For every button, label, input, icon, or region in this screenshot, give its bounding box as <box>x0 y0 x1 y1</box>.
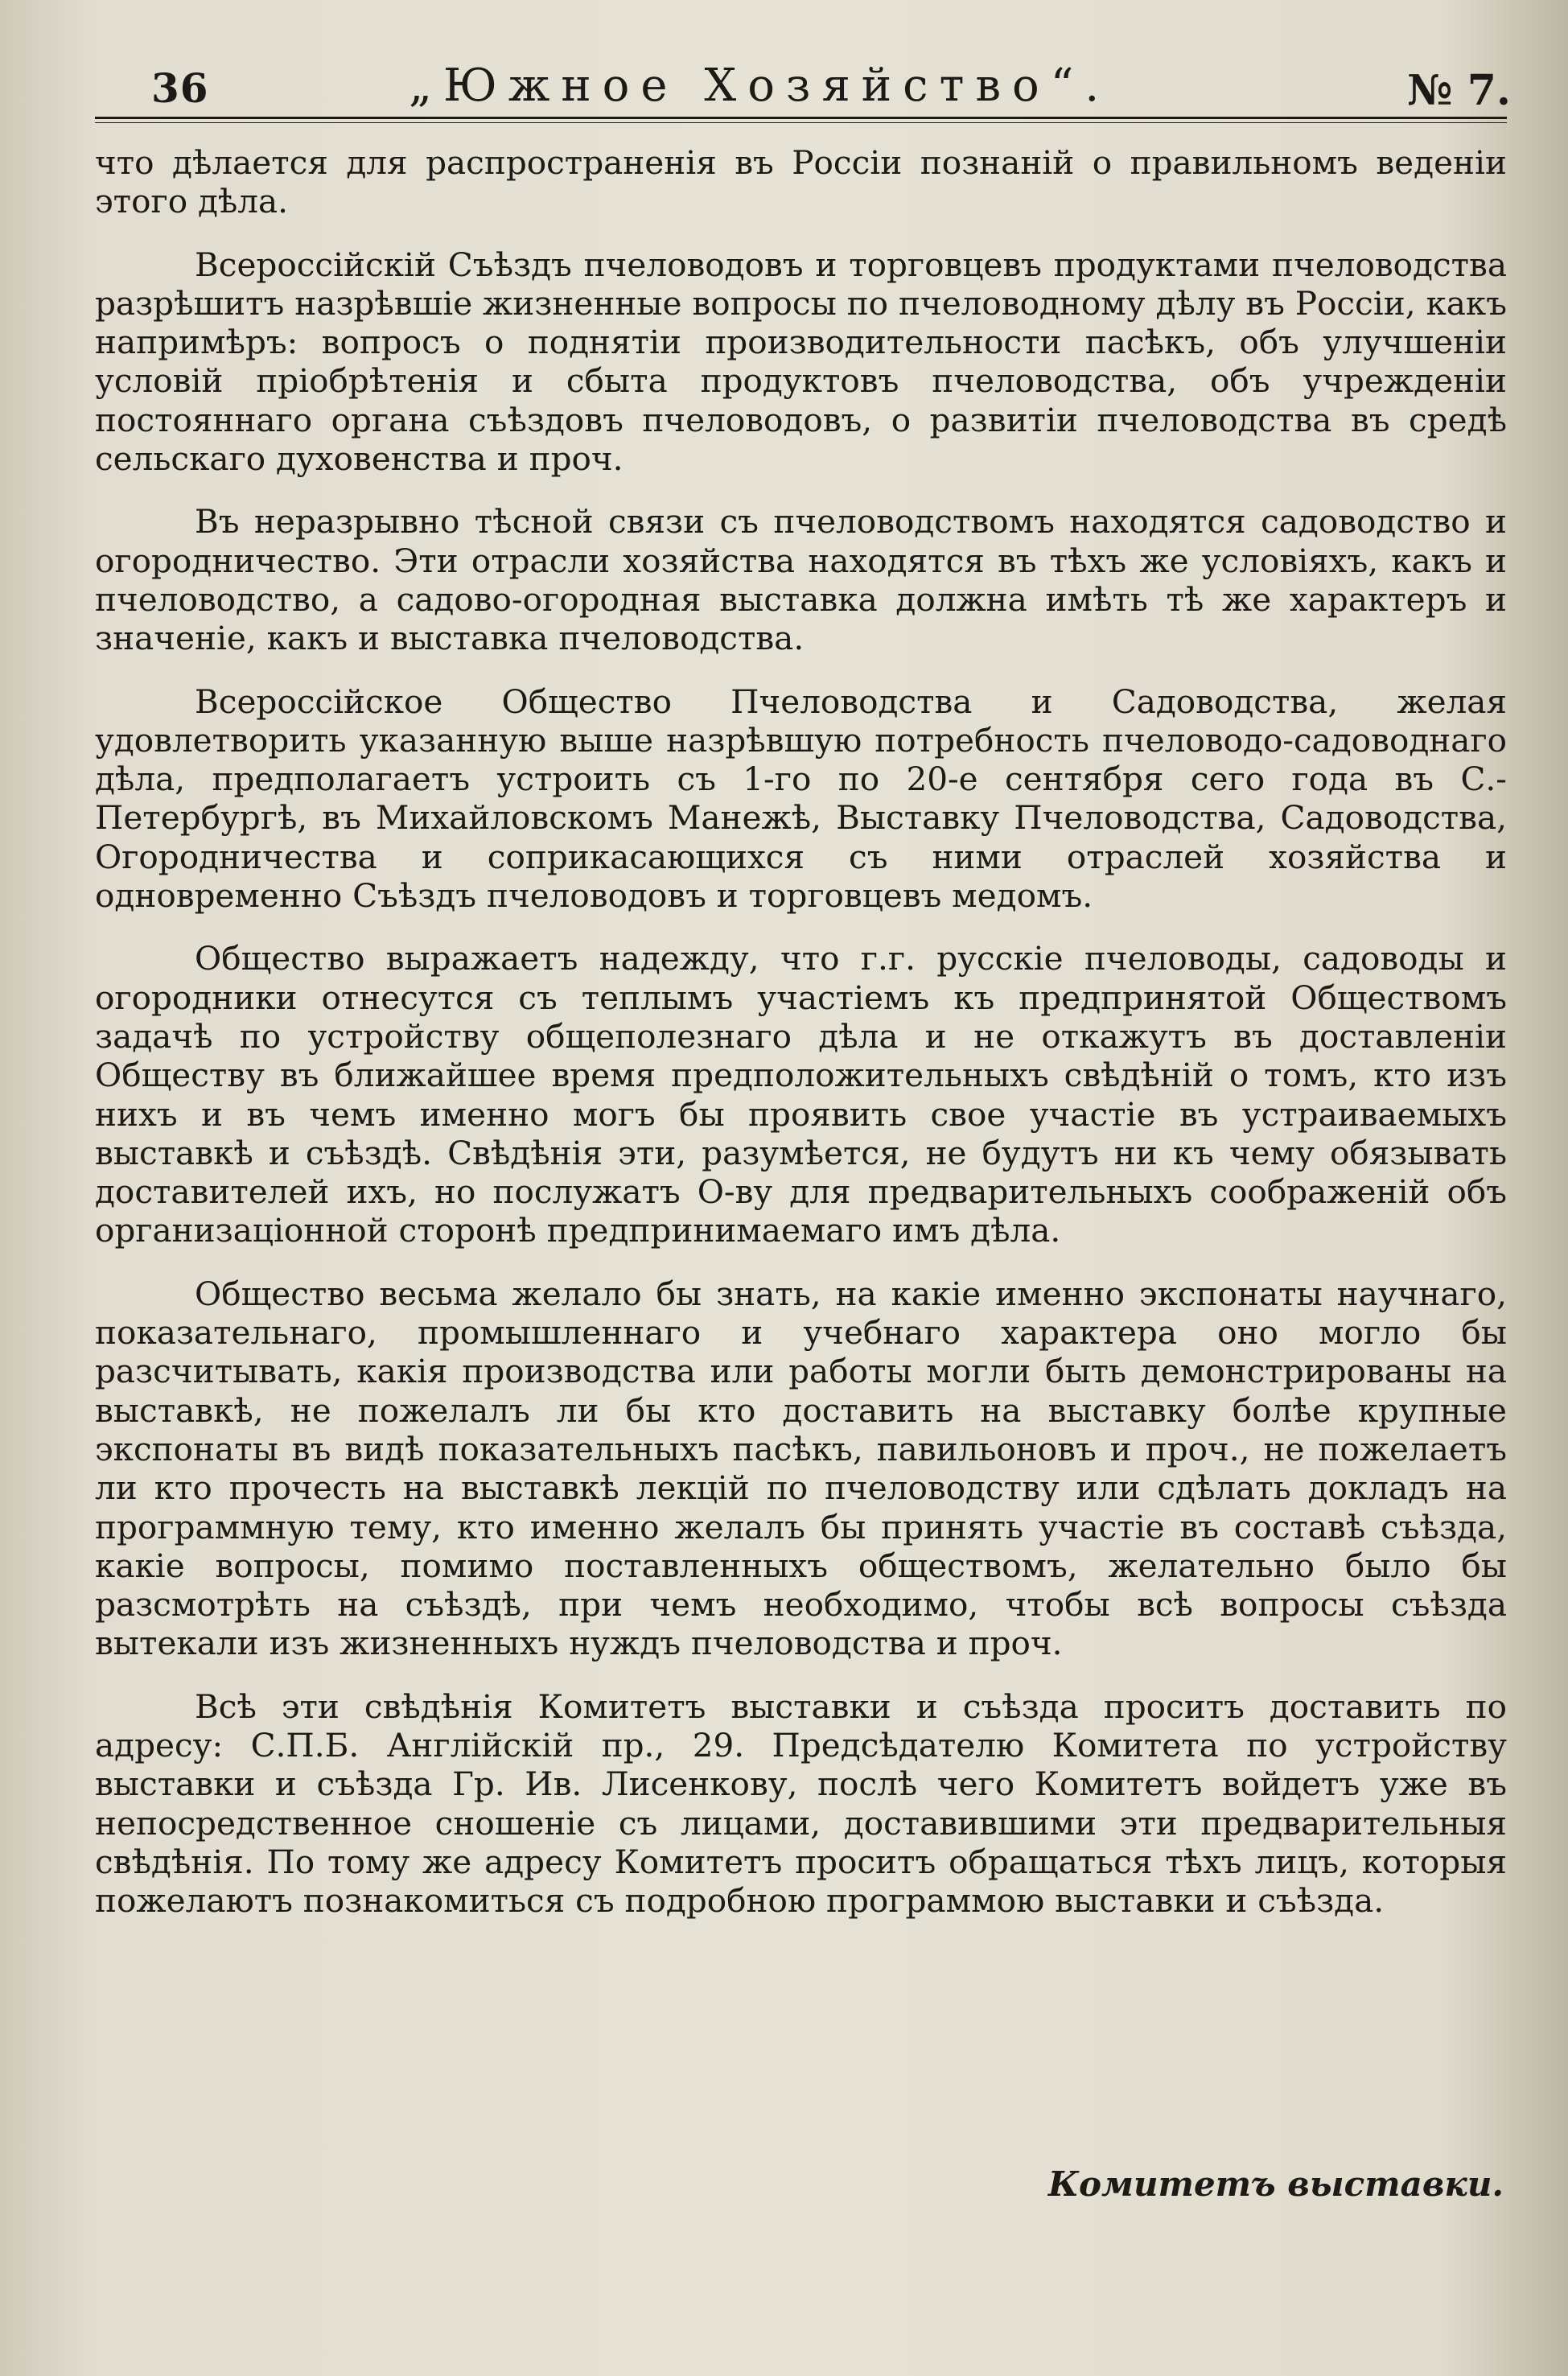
paragraph: Всѣ эти свѣдѣнія Комитетъ выставки и съѣзда проситъ доставить по адресу: С.П.Б. Англійскій пр., 29. Предсѣдателю Комитета по устройству выставки и съѣзда Гр. Ив. Лисенкову, послѣ чего Комитетъ войдетъ уже въ непосредственное сношеніе съ лицами, доставившими эти предварительныя свѣдѣнія. По тому же адресу Комитетъ проситъ обращаться тѣхъ лицъ, которыя пожелаютъ познакомиться съ подробною программою выставки и съѣзда. <box>95 1686 1507 1921</box>
article-body <box>95 143 1507 1944</box>
paragraph: Общество выражаетъ надежду, что г.г. русскіе пчеловоды, садоводы и огородники отнесутся съ теплымъ участіемъ къ предпринятой Обществомъ задачѣ по устройству общеполезнаго дѣла и не откажутъ въ доставленіи Обществу въ ближайшее время предположительныхъ свѣдѣній о томъ, кто изъ нихъ и въ чемъ именно могъ бы проявить свое участіе въ устраиваемыхъ выставкѣ и съѣздѣ. Свѣдѣнія эти, разумѣется, не будутъ ни къ чему обязывать доставителей ихъ, но послужатъ О-ву для предварительныхъ соображеній объ организаціонной сторонѣ предпринимаемаго имъ дѣла. <box>95 939 1507 1250</box>
header-rule-thin <box>95 122 1507 123</box>
page-header <box>95 56 1511 113</box>
paragraph: что дѣлается для распространенія въ Россіи познаній о правильномъ веденіи этого дѣла. <box>95 143 1507 221</box>
issue-number: № 7. <box>1407 66 1511 115</box>
page-number: 36 <box>151 64 209 112</box>
paragraph: Всероссійскій Съѣздъ пчеловодовъ и торговцевъ продуктами пчеловодства разрѣшитъ назрѣвшіе жизненные вопросы по пчеловодному дѣлу въ Россіи, какъ напримѣръ: вопросъ о поднятіи производительности пасѣкъ, объ улучшеніи условій пріобрѣтенія и сбыта продуктовъ пчеловодства, объ учрежденіи постояннаго органа съѣздовъ пчеловодовъ, о развитіи пчеловодства въ средѣ сельскаго духовенства и проч. <box>95 245 1507 479</box>
header-rule <box>95 117 1507 119</box>
paragraph: Въ неразрывно тѣсной связи съ пчеловодствомъ находятся садоводство и огородничество. Эти отрасли хозяйства находятся въ тѣхъ же условіяхъ, какъ и пчеловодство, а садово-огородная выставка должна имѣть тѣ же характеръ и значеніе, какъ и выставка пчеловодства. <box>95 502 1507 658</box>
journal-title: „Южное Хозяйство“. <box>409 60 1111 112</box>
signature: Комитетъ выставки. <box>1047 2164 1504 2204</box>
paragraph: Всероссійское Общество Пчеловодства и Садоводства, желая удовлетворить указанную выше назрѣвшую потребность пчеловодо-садоводнаго дѣла, предполагаетъ устроить съ 1-го по 20-е сентября сего года въ С.-Петербургѣ, въ Михайловскомъ Манежѣ, Выставку Пчеловодства, Садоводства, Огородничества и соприкасающихся съ ними отраслей хозяйства и одновременно Съѣздъ пчеловодовъ и торговцевъ медомъ. <box>95 682 1507 916</box>
paragraph: Общество весьма желало бы знать, на какіе именно экспонаты научнаго, показательнаго, промышленнаго и учебнаго характера оно могло бы разсчитывать, какія производства или работы могли быть демонстрированы на выставкѣ, не пожелалъ ли бы кто доставить на выставку болѣе крупные экспонаты въ видѣ показательныхъ пасѣкъ, павильоновъ и проч., не пожелаетъ ли кто прочесть на выставкѣ лекцій по пчеловодству или сдѣлать докладъ на программную тему, кто именно желалъ бы принять участіе въ составѣ съѣзда, какіе вопросы, помимо поставленныхъ обществомъ, желательно было бы разсмотрѣть на съѣздѣ, при чемъ необходимо, чтобы всѣ вопросы съѣзда вытекали изъ жизненныхъ нуждъ пчеловодства и проч. <box>95 1274 1507 1663</box>
